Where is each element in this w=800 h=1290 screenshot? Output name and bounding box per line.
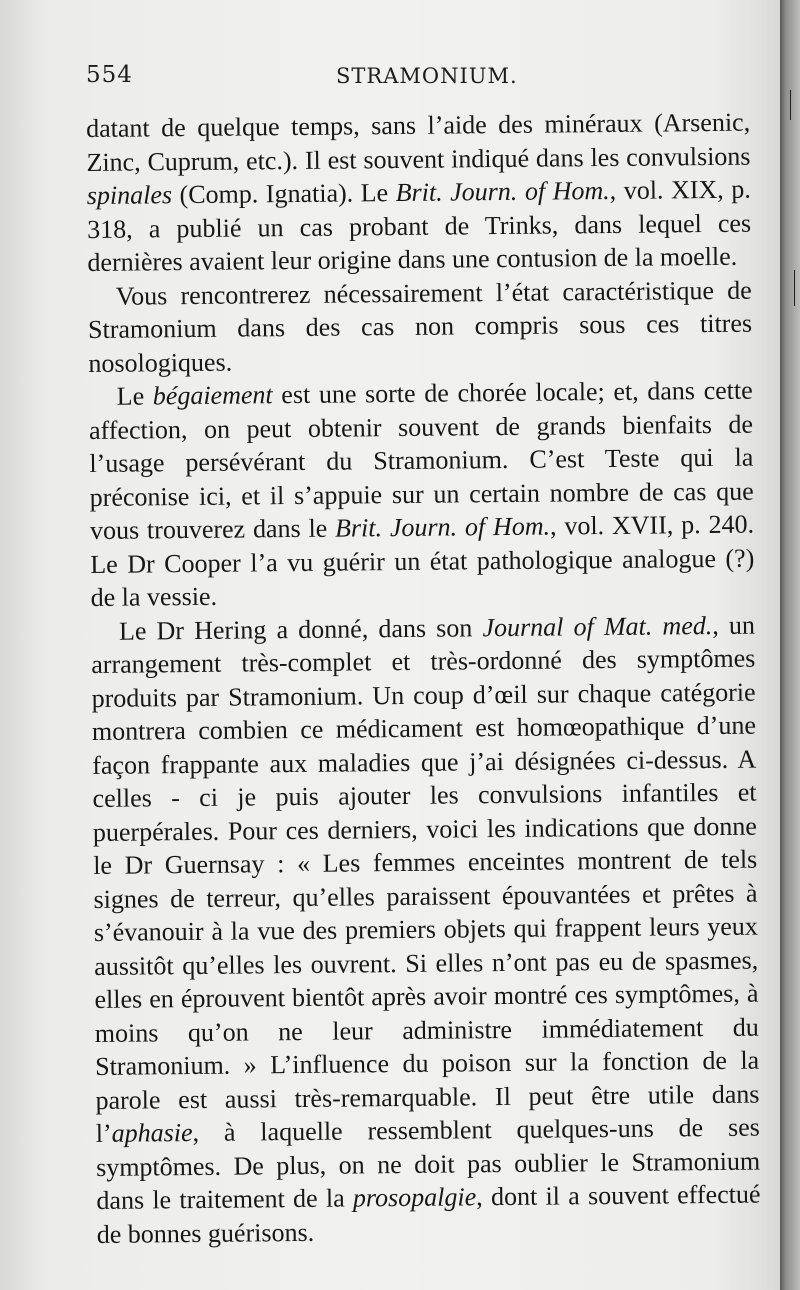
paragraph-2: Vous rencontrerez nécessairement l’état caractéristique de Stramonium dans des cas non compris sous ces titres nosologiques.: [87, 275, 753, 378]
text-run: , vol. XIX, p. 318, a publié un cas probant de Trinks, dans lequel ces dernières avaient leur origine dans une contusion de la moelle.: [86, 174, 752, 277]
text-run: est une sorte de chorée locale; et, dans cette affection, on peut obtenir souvent de grands bienfaits de l’usage persévérant du Stramonium. C’est Teste qui la préconise ici, et il s’appuie sur un certain nombre de cas que vous trouverez dans le: [88, 375, 754, 545]
page-number: 554: [86, 62, 133, 88]
page-header: [86, 62, 746, 102]
text-run: , un arrangement très-complet et très-ordonné des symptômes produits par Stramonium. Un coup d’œil sur chaque catégorie montrera combien ce médicament est homœopathique d’une façon frappante aux maladies que j’ai désignées ci-dessus. A celles - ci je puis ajouter les convulsions infantiles et puerpérales. Pour ces derniers, voici les indications que donne le Dr Guernsay : « Les femmes enceintes montrent de tels signes de terreur, qu’elles paraissent épouvantées et prêtes à s’évanouir à la vue des premiers objets qui frappent leurs yeux aussitôt qu’elles les ouvrent. Si elles n’ont pas eu de spasmes, elles en éprouvent bientôt après avoir montré ces symptômes, à moins qu’on ne leur administre immédiatement du Stramonium. » L’influence du poison sur la fonction de la parole est aussi très-remarquable. Il peut être utile dans l’: [91, 610, 760, 1148]
text-run: (Comp. Ignatia). Le: [171, 178, 396, 210]
text-run: Le Dr Hering a donné, dans son: [118, 612, 483, 646]
edge-mark: [794, 270, 795, 306]
text-run: , vol. XVII, p. 240. Le Dr Cooper l’a vu guérir un état pathologique analogue (?) de la vessie.: [90, 509, 755, 612]
edge-mark: [790, 90, 791, 120]
paragraph-4: [91, 608, 761, 1251]
italic-run: prosopalgie: [352, 1182, 477, 1213]
text-run: , à laquelle ressemblent quelques-uns de ses symptômes. De plus, on ne doit pas oublier le Stramonium dans le traitement de la: [95, 1112, 761, 1215]
italic-run: Brit. Journ. of Hom.: [395, 175, 610, 208]
text-run: datant de quelque temps, sans l’aide des minéraux (Arsenic, Zinc, Cuprum, etc.). Il est souvent indiqué dans les convulsions: [86, 107, 751, 177]
text-run: , dont il a souvent effectué de bonnes guérisons.: [96, 1179, 761, 1249]
text-run: Le: [116, 381, 153, 411]
italic-run: aphasie: [111, 1118, 193, 1148]
running-title: STRAMONIUM.: [336, 64, 518, 88]
body-text: [86, 106, 761, 1251]
italic-run: bégaiement: [152, 380, 273, 411]
paragraph-1: [86, 106, 752, 280]
italic-run: Brit. Journ. of Hom.: [334, 511, 551, 543]
italic-run: spinales: [86, 180, 173, 210]
italic-run: Journal of Mat. med.: [482, 610, 713, 642]
paragraph-3: [89, 374, 755, 615]
page-gutter-shadow: [780, 0, 800, 1290]
